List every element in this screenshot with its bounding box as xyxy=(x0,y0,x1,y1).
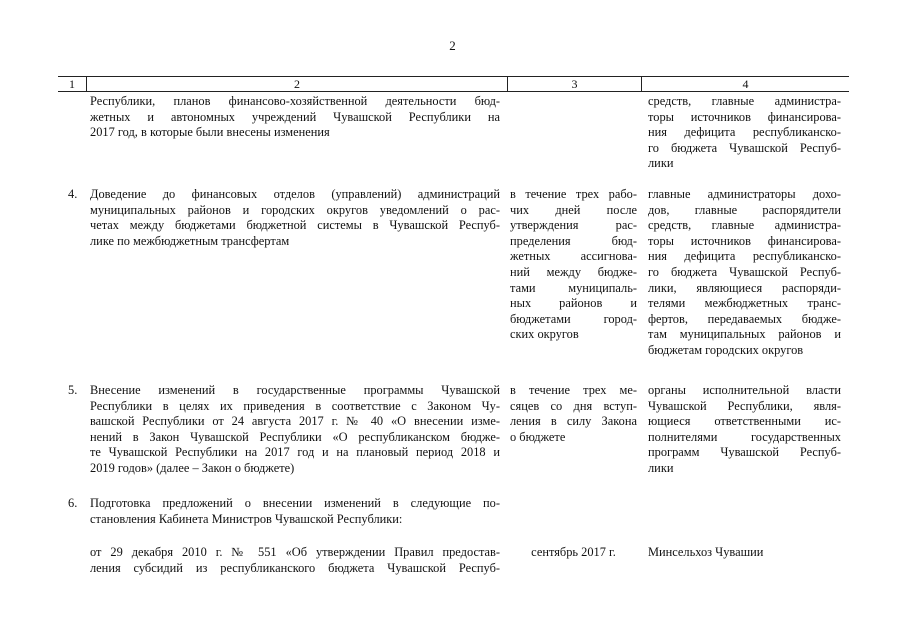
text-line: вашской Республики от 24 августа 2017 г. № 40 «О внесении изме- xyxy=(90,414,500,429)
text-line: чих дней после xyxy=(510,202,637,217)
text-line: полнителями государственных xyxy=(648,429,841,444)
text-line: сяцев со дня вступ- xyxy=(510,398,637,413)
text-line: Чувашской Республики, явля- xyxy=(648,398,841,413)
row-4-responsible xyxy=(648,187,841,359)
text-line: 2019 годов» (далее – Закон о бюджете) xyxy=(90,460,295,475)
text-line: торы источников финансирова- xyxy=(648,109,841,124)
text-line: ления субсидий из республиканского бюджета Чувашской Респуб- xyxy=(90,560,500,575)
text-line: ния дефицита республиканско- xyxy=(648,125,841,140)
row-4-deadline xyxy=(510,187,637,343)
text-line: становления Кабинета Министров Чувашской Республики: xyxy=(90,511,403,526)
column-header-1: 1 xyxy=(69,77,75,91)
text-line: 2017 год, в которые были внесены изменения xyxy=(90,125,330,140)
row-number-4: 4. xyxy=(68,187,78,201)
text-line: те Чувашской Республики на 2017 год и на плановый период 2018 и xyxy=(90,445,500,460)
text-line: ления в силу Закона xyxy=(510,414,637,429)
row-5-responsible xyxy=(648,383,841,477)
text-line: о бюджете xyxy=(510,429,566,444)
text-line: ющиеся ответственными ис- xyxy=(648,414,841,429)
text-line: лики, являющиеся распоряди- xyxy=(648,280,841,295)
text-line: Республики, планов финансово-хозяйственной деятельности бюд- xyxy=(90,94,500,108)
text-line: средств, главные администра- xyxy=(648,94,841,108)
text-line: ных районов и xyxy=(510,296,637,311)
text-line: го бюджета Чувашской Респуб- xyxy=(648,140,841,155)
column-header-3: 3 xyxy=(571,77,578,91)
column-header-2: 2 xyxy=(294,77,300,91)
text-line: лики xyxy=(648,460,674,475)
row-6-sub-description xyxy=(90,545,500,576)
text-line: четах между бюджетами бюджетной системы в Чувашской Респуб- xyxy=(90,218,500,233)
row-5-deadline xyxy=(510,383,637,445)
text-line: торы источников финансирова- xyxy=(648,233,841,248)
text-line: дов, главные распорядители xyxy=(648,202,841,217)
column-header-4: 4 xyxy=(742,77,749,91)
text-line: телями межбюджетных транс- xyxy=(648,296,841,311)
text-line: бюджетам городских округов xyxy=(648,342,804,357)
row-number-5: 5. xyxy=(68,383,78,397)
row-6-sub-deadline xyxy=(510,545,637,561)
continuation-description xyxy=(90,94,500,141)
text-line: тами муниципаль- xyxy=(510,280,637,295)
text-line: го бюджета Чувашской Респуб- xyxy=(648,264,841,279)
continuation-responsible xyxy=(648,94,841,172)
text-line: ния дефицита республиканско- xyxy=(648,249,841,264)
row-6-description xyxy=(90,496,500,527)
text-line: программ Чувашской Респуб- xyxy=(648,445,841,460)
text-line: лике по межбюджетным трансфертам xyxy=(90,233,290,248)
row-6-sub-responsible xyxy=(648,545,841,561)
row-number-6: 6. xyxy=(68,496,78,510)
text-line: от 29 декабря 2010 г. № 551 «Об утверждении Правил предостав- xyxy=(90,545,500,559)
text-line: лики xyxy=(648,156,674,171)
text-line: в течение трех рабо- xyxy=(510,187,637,201)
row-5-description xyxy=(90,383,500,477)
text-line: главные администраторы дохо- xyxy=(648,187,841,201)
text-line: нений в Закон Чувашской Республики «О республиканском бюдже- xyxy=(90,429,500,444)
text-line: сентябрь 2017 г. xyxy=(531,545,616,559)
text-line: бюджетами город- xyxy=(510,311,637,326)
text-line: Внесение изменений в государственные программы Чувашской xyxy=(90,383,500,397)
text-line: утверждения рас- xyxy=(510,218,637,233)
text-line: средств, главные администра- xyxy=(648,218,841,233)
text-line: Республики в целях их приведения в соответствие с Законом Чу- xyxy=(90,398,500,413)
text-line: жетных и автономных учреждений Чувашской Республики на xyxy=(90,109,500,124)
table-header-row xyxy=(58,76,849,92)
text-line: органы исполнительной власти xyxy=(648,383,841,397)
text-line: жетных ассигнова- xyxy=(510,249,637,264)
text-line: ний между бюдже- xyxy=(510,264,637,279)
text-line: там муниципальных районов и xyxy=(648,327,841,342)
row-4-description xyxy=(90,187,500,249)
text-line: Минсельхоз Чувашии xyxy=(648,545,764,559)
text-line: Доведение до финансовых отделов (управлений) администраций xyxy=(90,187,500,201)
page-number: 2 xyxy=(449,38,456,53)
text-line: в течение трех ме- xyxy=(510,383,637,397)
text-line: Подготовка предложений о внесении изменений в следующие по- xyxy=(90,496,500,510)
text-line: фертов, передаваемых бюдже- xyxy=(648,311,841,326)
text-line: ских округов xyxy=(510,327,579,342)
text-line: муниципальных районов и городских округов уведомлений о рас- xyxy=(90,202,500,217)
text-line: пределения бюд- xyxy=(510,233,637,248)
